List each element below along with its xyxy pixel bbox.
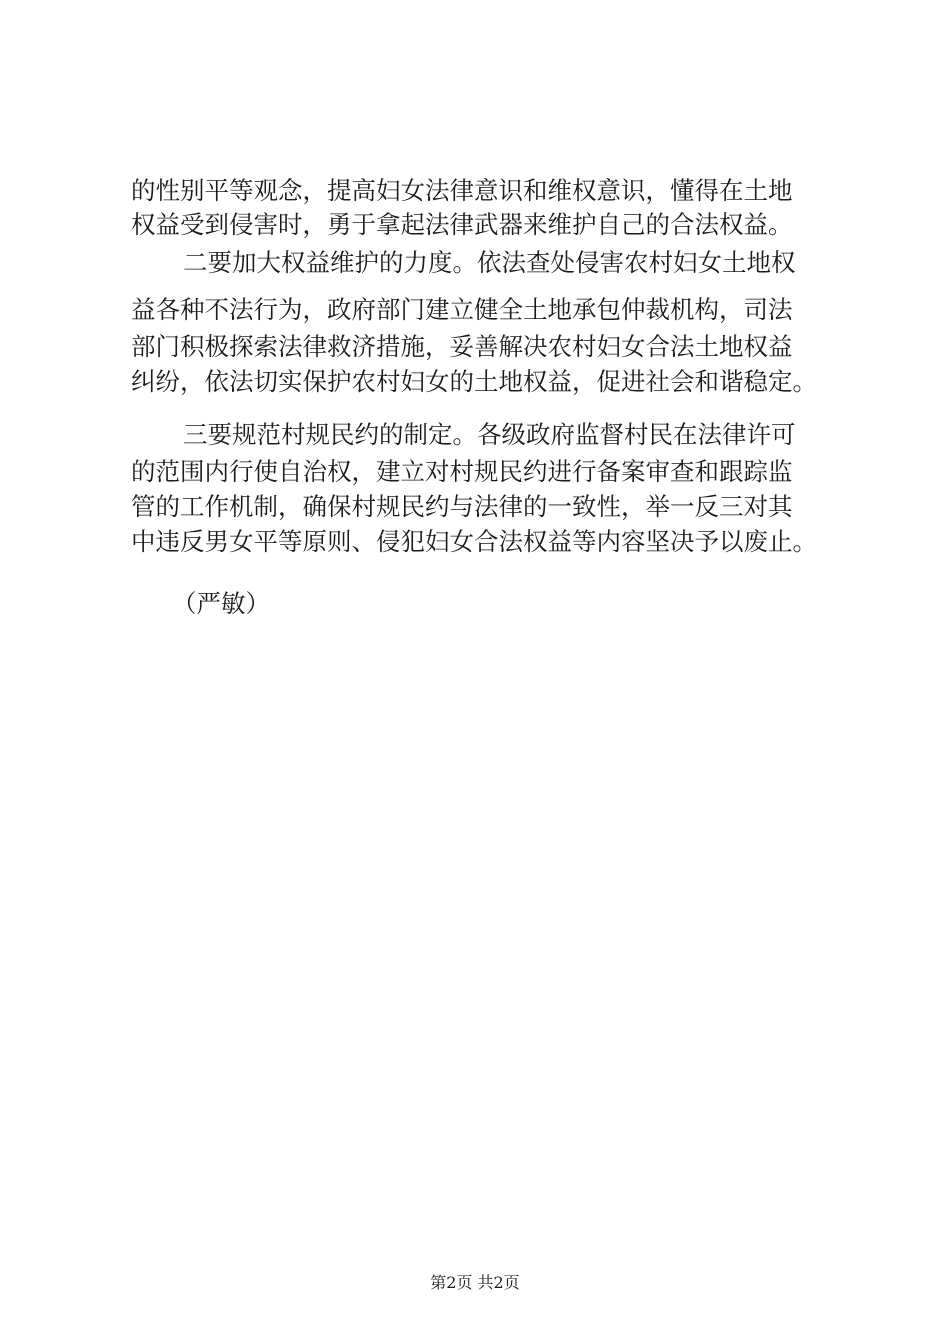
document-page: 的性别平等观念，提高妇女法律意识和维权意识，懂得在土地 权益受到侵害时，勇于拿起法律武器来维护自己的合法权益。 二要加大权益维护的力度。依法查处侵害农村妇女土地权 益各种不法行为，政府部门建立健全土地承包仲裁机构，司法 部门积极探索法律救济措施，妥善解决农村妇女合法土地权益 纠纷，依法切实保护农村妇女的土地权益，促进社会和谐稳定。 三要规范村规民约的制定。各级政府监督村民在法律许可 的范围内行使自治权，建立对村规民约进行备案审查和跟踪监 管的工作机制，确保村规民约与法律的一致性，举一反三对其 中违反男女平等原则、侵犯妇女合法权益等内容坚决予以废止。 （严敏） 第2页 共2页 — [0, 0, 950, 1344]
page-footer: 第2页 共2页 — [430, 1273, 520, 1292]
